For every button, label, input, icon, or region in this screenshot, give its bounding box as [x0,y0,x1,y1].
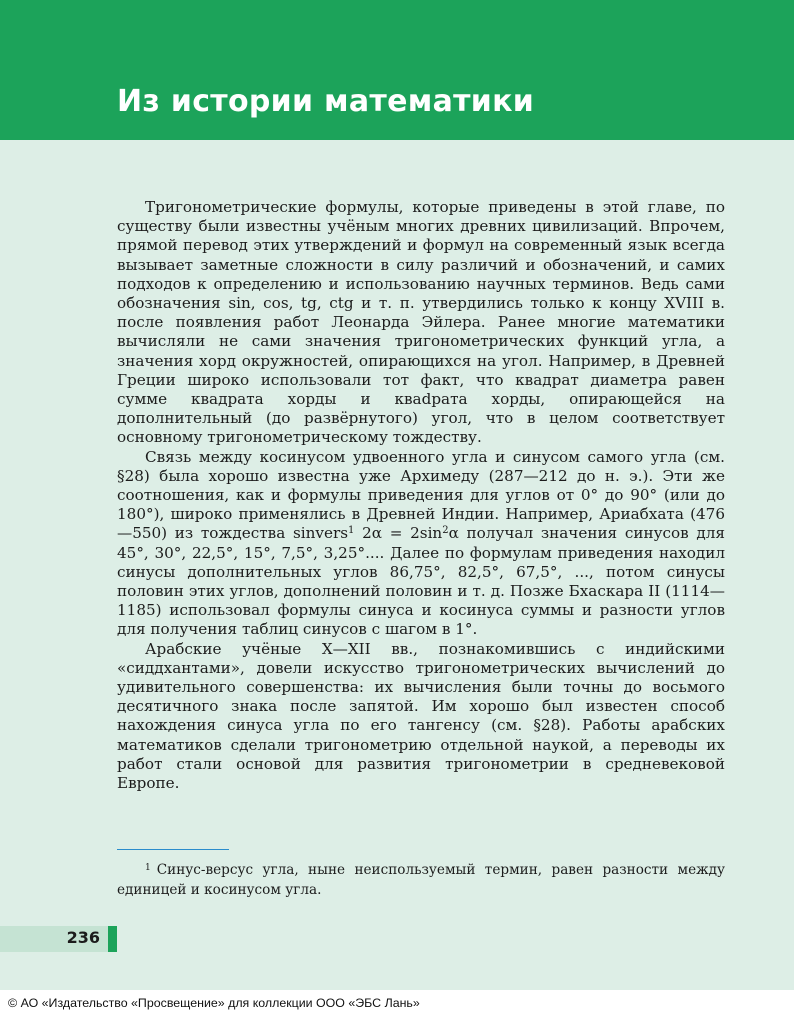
footnote-reference: 1 [348,525,355,537]
page-number: 236 [66,928,100,947]
superscript-exponent: 2 [442,525,449,537]
header-band [0,0,794,140]
paragraph-2-part-3: α получал значения синусов для 45°, 30°, 22,5°, 15°, 7,5°, 3,25°.... Далее по формулам приведения находил синусы дополнительных углов 86,75°, 82,5°, 67,5°, ..., потом синусы половин этих углов, дополнений половин и т. д. Позже Бхаскара II (1114—1185) использовал формулы синуса и косинуса суммы и разности углов для получения таблиц синусов с шагом в 1°. [117,524,725,639]
paragraph-3: Арабские учёные X—XII вв., познакомившись с индийскими «сиддхантами», довели искусство тригонометрических вычислений до удивительного совершенства: их вычисления были точны до восьмого десятичного знака после запятой. Им хорошо был известен способ нахождения синуса угла по его тангенсу (см. §28). Работы арабских математиков сделали тригонометрию отдельной наукой, а переводы их работ стали основой для развития тригонометрии в средневековой Европе. [117,639,725,793]
paragraph-2-part-2: 2α = 2sin [354,524,443,543]
footnote-rule [117,849,229,850]
footnote-text: Синус-версус угла, ныне неиспользуемый термин, равен разности между единицей и косинусом угла. [117,862,725,898]
paragraph-2-part-1: Связь между косинусом удвоенного угла и синусом самого угла (см. §28) была хорошо известна уже Архимеду (287—212 до н. э.). Эти же соотношения, как и формулы приведения для углов от 0° до 90° (или до 180°), широко применялись в Древней Индии. Например, Ариабхата (476—550) из тождества sinvers [117,447,725,543]
copyright-notice: © АО «Издательство «Просвещение» для коллекции ООО «ЭБС Лань» [8,996,420,1010]
paragraph-1: Тригонометрические формулы, которые приведены в этой главе, по существу были известны учёным многих древних цивилизаций. Впрочем, прямой перевод этих утверждений и формул на современный язык всегда вызывает заметные сложности в силу различий и обозначений, и самих подходов к определению и использованию научных терминов. Ведь сами обозначения sin, cos, tg, ctg и т. п. утвердились только к концу XVIII в. после появления работ Леонарда Эйлера. Ранее многие математики вычисляли не сами значения тригонометрических функций угла, а значения хорд окружностей, опирающихся на угол. Например, в Древней Греции широко использовали тот факт, что квадрат диаметра равен сумме квадрата хорды и кваdрата хорды, опирающейся на дополнительный (до развёрнутого) угол, что в целом соответствует основному тригонометрическому тождеству. [117,198,725,447]
section-title: Из истории математики [117,84,535,119]
paragraph-2 [117,448,725,640]
page-number-marker [108,926,117,952]
footnote-marker: 1 [145,863,151,873]
footnote [117,860,725,900]
body-text [117,198,725,793]
